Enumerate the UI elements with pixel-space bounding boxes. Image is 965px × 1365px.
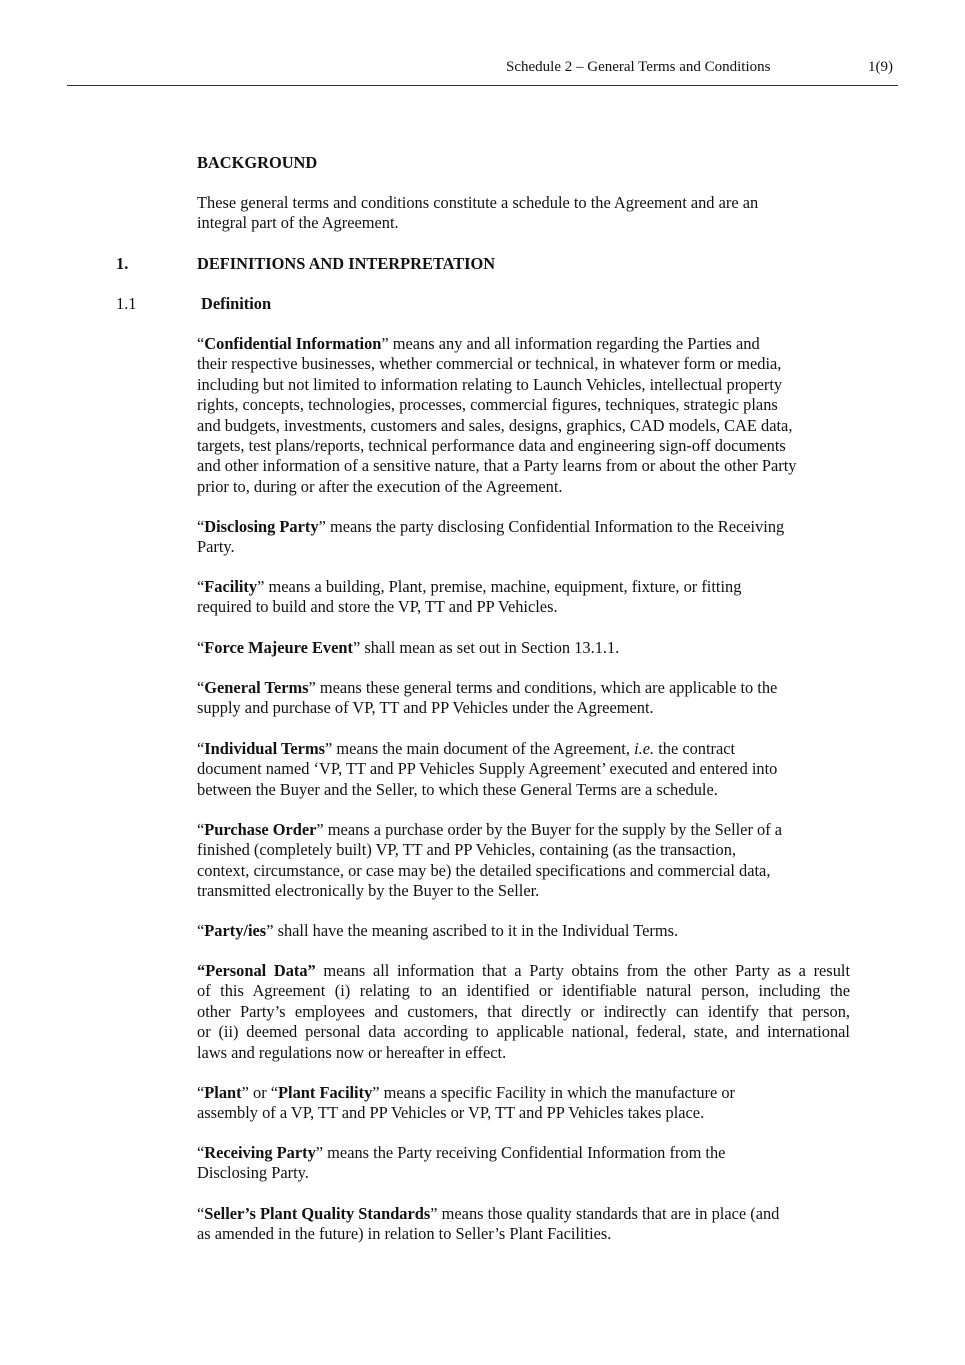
quote-close: ” — [430, 1204, 438, 1223]
defined-term: Individual Terms — [204, 739, 325, 758]
text-line: assembly of a VP, TT and PP Vehicles or VP, TT and PP Vehicles takes place. — [197, 1103, 705, 1123]
text-line: integral part of the Agreement. — [197, 213, 399, 233]
defined-term: General Terms — [204, 678, 309, 697]
text-line: including but not limited to information relating to Launch Vehicles, intellectual property — [197, 374, 783, 394]
text-line: These general terms and conditions constitute a schedule to the Agreement and are an — [197, 193, 759, 212]
definition-disclosing-party — [197, 517, 857, 558]
defined-term: Confidential Information — [204, 334, 382, 353]
text-line: their respective businesses, whether commercial or technical, in whatever form or media, — [197, 354, 782, 374]
quote-close: ” — [352, 638, 361, 657]
definition-text: means a purchase order by the Buyer for the supply by the Seller of a — [323, 820, 783, 839]
quote-open: “ — [197, 334, 205, 353]
definition-individual-terms — [197, 739, 857, 800]
quote-close: ” — [372, 1083, 380, 1102]
text-line: required to build and store the VP, TT and PP Vehicles. — [197, 597, 558, 617]
defined-term: Force Majeure Event — [204, 638, 353, 657]
defined-term: Purchase Order — [204, 820, 317, 839]
header-rule — [67, 85, 898, 86]
definition-personal-data — [197, 961, 850, 1063]
quote-open: “ — [197, 1143, 205, 1162]
quote-close: ” — [315, 1143, 324, 1162]
text-line: transmitted electronically by the Buyer to the Seller. — [197, 881, 540, 901]
text-line: or (ii) deemed personal data according to applicable national, federal, state, and international — [197, 1022, 850, 1042]
definition-text: means the main document of the Agreement, — [332, 739, 635, 758]
definition-text: means a building, Plant, premise, machine, equipment, fixture, or fitting — [264, 577, 742, 596]
quote-open: “ — [197, 739, 205, 758]
definition-facility — [197, 577, 857, 618]
definition-confidential-information — [197, 334, 857, 497]
defined-term: “Personal Data” — [197, 961, 316, 980]
background-heading: BACKGROUND — [197, 153, 318, 172]
definition-receiving-party — [197, 1143, 857, 1184]
background-paragraph — [197, 193, 857, 234]
definition-general-terms — [197, 678, 857, 719]
italic-abbreviation: i.e. — [634, 739, 655, 758]
text-line: and other information of a sensitive nature, that a Party learns from or about the other Party — [197, 456, 797, 476]
quote-open: “ — [197, 1083, 205, 1102]
defined-term: Disclosing Party — [204, 517, 319, 536]
section-number: 1. — [116, 254, 129, 273]
definition-text: means the party disclosing Confidential Information to the Receiving — [325, 517, 785, 536]
quote-open: “ — [197, 921, 205, 940]
definition-text: means any and all information regarding the Parties and — [388, 334, 760, 353]
definition-force-majeure-event — [197, 638, 857, 658]
definition-text: means the Party receiving Confidential Information from the — [323, 1143, 726, 1162]
text-line: rights, concepts, technologies, processes, commercial figures, techniques, strategic plans — [197, 395, 778, 415]
quote-close: ” — [318, 517, 326, 536]
definition-purchase-order — [197, 820, 857, 902]
quote-open: “ — [197, 577, 205, 596]
definition-plant — [197, 1083, 857, 1124]
definition-sellers-plant-quality-standards — [197, 1204, 857, 1245]
definition-text: shall have the meaning ascribed to it in the Individual Terms. — [273, 921, 679, 940]
text-line: context, circumstance, or case may be) the detailed specifications and commercial data, — [197, 860, 771, 880]
subsection-number: 1.1 — [116, 294, 137, 313]
quote-open: “ — [197, 1204, 205, 1223]
text-line: other Party’s employees and customers, that directly or indirectly can identify that person, — [197, 1001, 850, 1021]
defined-term: Plant — [204, 1083, 242, 1102]
quote-open: “ — [197, 820, 205, 839]
quote-connector: ” or “ — [241, 1083, 279, 1102]
text-line: as amended in the future) in relation to Seller’s Plant Facilities. — [197, 1224, 612, 1244]
quote-open: “ — [197, 638, 205, 657]
text-line: laws and regulations now or hereafter in effect. — [197, 1042, 507, 1062]
quote-close: ” — [381, 334, 389, 353]
definition-text: shall mean as set out in Section 13.1.1. — [360, 638, 620, 657]
quote-open: “ — [197, 517, 205, 536]
quote-close: ” — [325, 739, 333, 758]
text-line: document named ‘VP, TT and PP Vehicles Supply Agreement’ executed and entered into — [197, 759, 778, 779]
defined-term: Facility — [204, 577, 258, 596]
defined-term: Seller’s Plant Quality Standards — [204, 1204, 431, 1223]
text-line: prior to, during or after the execution of the Agreement. — [197, 476, 563, 496]
text-line: supply and purchase of VP, TT and PP Vehicles under the Agreement. — [197, 698, 654, 718]
quote-close: ” — [266, 921, 274, 940]
defined-term: Receiving Party — [204, 1143, 316, 1162]
defined-term: Party/ies — [204, 921, 267, 940]
text-line: Party. — [197, 537, 235, 557]
quote-open: “ — [197, 678, 205, 697]
definition-text: means those quality standards that are in place (and — [437, 1204, 780, 1223]
text-line: targets, test plans/reports, technical performance data and engineering sign-off documents — [197, 436, 786, 456]
definition-text: the contract — [654, 739, 736, 758]
text-line: between the Buyer and the Seller, to which these General Terms are a schedule. — [197, 779, 718, 799]
text-line: and budgets, investments, customers and sales, designs, graphics, CAD models, CAE data, — [197, 415, 793, 435]
definition-text: means all information that a Party obtains from the other Party as a result — [315, 961, 850, 980]
subsection-title: Definition — [201, 294, 272, 313]
quote-close: ” — [257, 577, 265, 596]
text-line: finished (completely built) VP, TT and PP Vehicles, containing (as the transaction, — [197, 840, 736, 860]
quote-close: ” — [308, 678, 316, 697]
text-line: Disclosing Party. — [197, 1163, 309, 1183]
quote-close: ” — [316, 820, 324, 839]
definition-parties — [197, 921, 857, 941]
definition-text: means these general terms and conditions, which are applicable to the — [315, 678, 778, 697]
page-number: 1(9) — [868, 59, 893, 75]
definition-text: means a specific Facility in which the manufacture or — [379, 1083, 736, 1102]
defined-term: Plant Facility — [278, 1083, 373, 1102]
section-title: DEFINITIONS AND INTERPRETATION — [197, 254, 496, 273]
text-line: of this Agreement (i) relating to an identified or identifiable natural person, including the — [197, 981, 850, 1001]
header-title: Schedule 2 – General Terms and Conditions — [506, 59, 771, 75]
